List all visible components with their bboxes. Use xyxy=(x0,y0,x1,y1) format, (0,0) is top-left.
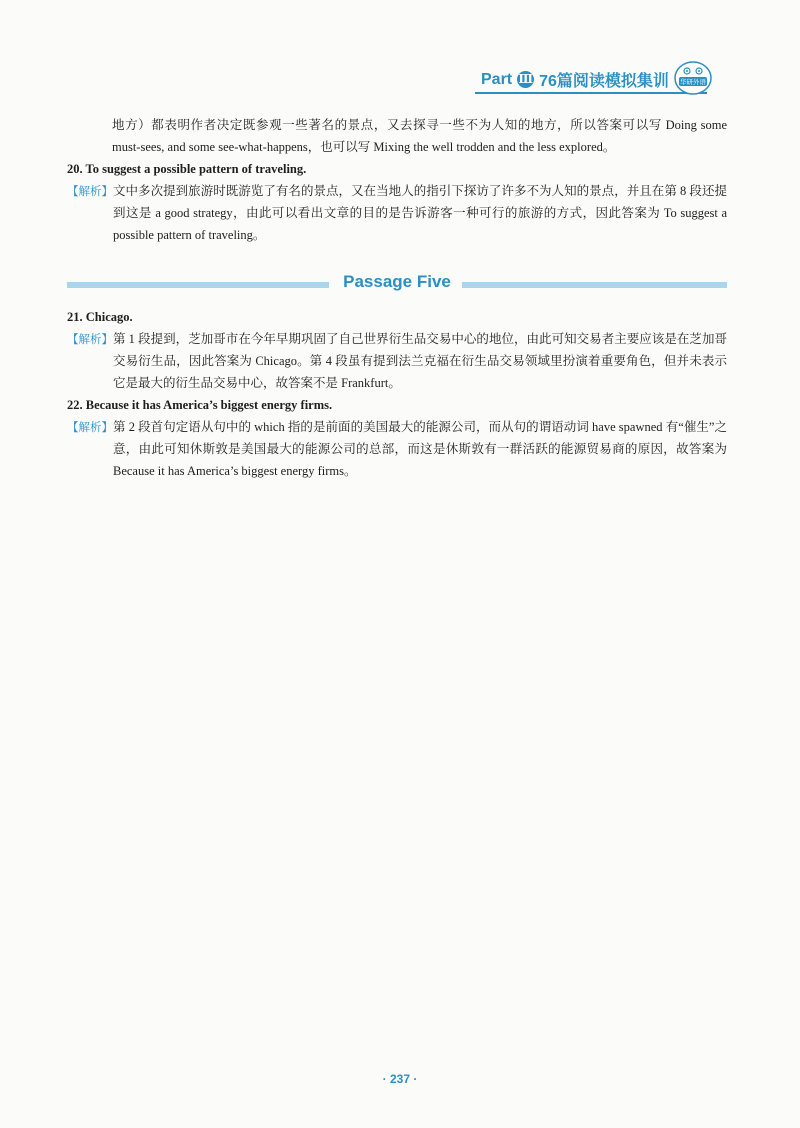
answer-block-21 xyxy=(67,306,727,394)
answer-block-22 xyxy=(67,394,727,482)
header-title-group xyxy=(481,68,669,91)
answer-content xyxy=(67,114,727,482)
answer-20: 20. To suggest a possible pattern of traveling. xyxy=(67,162,307,176)
page-number: · 237 · xyxy=(382,1072,418,1086)
continued-explanation: 地方）都表明作者决定既参观一些著名的景点，又去探寻一些不为人知的地方，所以答案可以写 Doing some must-sees, and some see-what-happens，也可以写 Mixing the well trodden and the less explored。 xyxy=(112,118,727,154)
banner-bar-left xyxy=(67,282,329,288)
explanation-text: 文中多次提到旅游时既游览了有名的景点，又在当地人的指引下探访了许多不为人知的景点，并且在第 8 段还提到这是 a good strategy，由此可以看出文章的目的是告诉游客一种可行的旅游的方式，因此答案为 To suggest a possible pattern of traveling。 xyxy=(113,184,727,242)
header-part-label: Part xyxy=(481,70,513,88)
answer-21: 21. Chicago. xyxy=(67,310,133,324)
explanation-tag: 【解析】 xyxy=(67,184,113,198)
explanation-22 xyxy=(67,416,727,482)
banner-bar-right xyxy=(462,282,727,288)
explanation-21 xyxy=(67,328,727,394)
logo-text: 华研外语 xyxy=(680,78,706,87)
explanation-tag: 【解析】 xyxy=(67,332,113,346)
page-header xyxy=(455,58,775,98)
explanation-text: 第 1 段提到，芝加哥市在今年早期巩固了自己世界衍生品交易中心的地位，由此可知交易者主要应该是在芝加哥交易衍生品，因此答案为 Chicago。第 4 段虽有提到法兰克福在衍生品交易领域里扮演着重要角色，但并未表示它是最大的衍生品交易中心，故答案不是 Frankfurt。 xyxy=(113,332,727,390)
explanation-text: 第 2 段首句定语从句中的 which 指的是前面的美国最大的能源公司，而从句的谓语动词 have spawned 有“催生”之意，由此可知休斯敦是美国最大的能源公司的总部，而这是休斯敦有一群活跃的能源贸易商的原因，故答案为 Because it has America’s biggest energy firms。 xyxy=(113,420,727,478)
answer-block-20 xyxy=(67,158,727,246)
explanation-tag: 【解析】 xyxy=(67,420,113,434)
answer-22: 22. Because it has America’s biggest energy firms. xyxy=(67,398,333,412)
passage-title: Passage Five xyxy=(343,272,451,291)
explanation-20 xyxy=(67,180,727,246)
header-title: 76篇阅读模拟集训 xyxy=(539,73,669,90)
part-numeral-badge: Ⅲ xyxy=(518,72,533,86)
passage-banner xyxy=(67,270,727,300)
publisher-logo-icon xyxy=(673,60,713,96)
